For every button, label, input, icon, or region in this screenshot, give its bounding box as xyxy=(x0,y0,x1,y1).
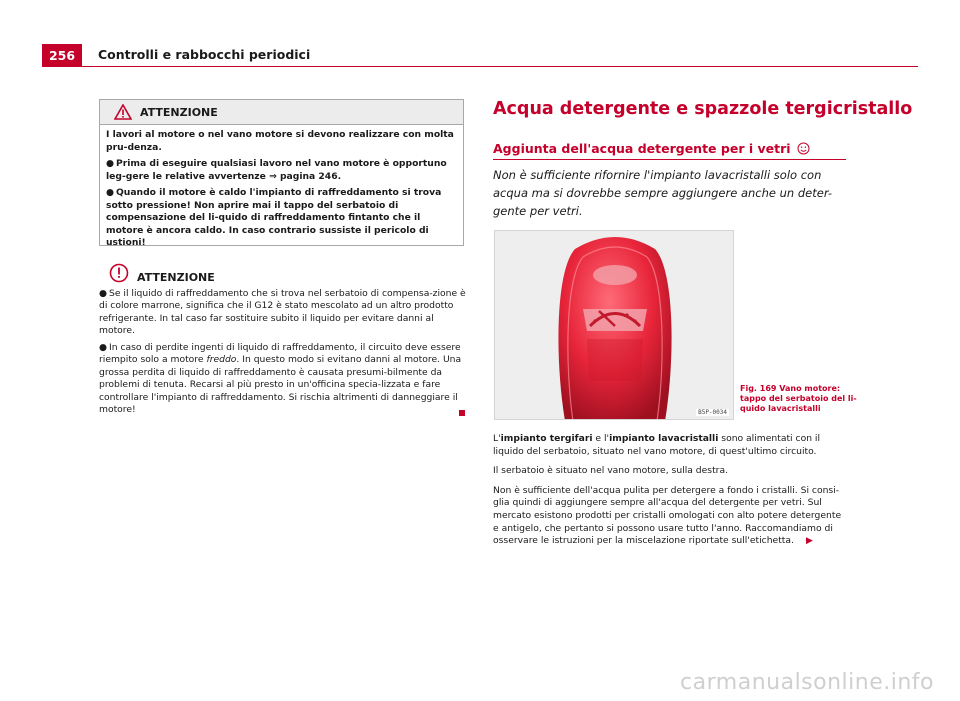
warning-item: ● Quando il motore è caldo l'impianto di raffreddamento si trova sotto pressione! Non aprire mai il tappo del serbatoio di compensazione del li-quido di raffreddamento fintanto che il motore è ancora caldo. In caso contrario sussiste il pericolo di ustioni! xyxy=(106,187,442,248)
warning-box xyxy=(99,99,464,246)
caution-header xyxy=(99,262,469,285)
caution-block xyxy=(99,262,469,421)
exclamation-circle-icon xyxy=(109,263,129,283)
section-end-mark xyxy=(459,410,465,416)
caution-item: ● In caso di perdite ingenti di liquido di raffreddamento, il circuito deve essere riempito solo a motore freddo. In questo modo si evitano danni al motore. Una grossa perdita di liquido di raffreddamento è causata presumi-bilmente da problemi di tenuta. Recarsi al più presto in un'officina specia-lizzata e fare controllare l'impianto di raffreddamento. Si rischia altrimenti di danneggiare il motore! xyxy=(99,342,469,417)
body-paragraph: Non è sufficiente dell'acqua pulita per detergere a fondo i cristalli. Si consi-glia quindi di aggiungere sempre all'acqua del detergente per vetri. Sul mercato esistono prodotti per cristalli omologati con alto potere detergente e antigelo, che pertanto si possono usare tutto l'anno. Raccomandiamo di osservare le istruzioni per la miscelazione riportate sull'etichetta. ▶ xyxy=(493,484,842,547)
figure-caption: Fig. 169 Vano motore: tappo del serbatoio del li-quido lavacristalli xyxy=(740,384,857,413)
header-rule xyxy=(42,66,918,67)
caution-item: ● Se il liquido di raffreddamento che si trova nel serbatoio di compensa-zione è di colore marrone, significa che il G12 è stato mescolato ad un altro prodotto refrigerante. In tal caso far sostituire subito il liquido per evitare danni al motore. xyxy=(99,287,466,336)
warning-body xyxy=(100,125,463,250)
warning-heading: ATTENZIONE xyxy=(140,105,218,119)
body-paragraph: Il serbatoio è situato nel vano motore, sulla destra. xyxy=(493,465,728,477)
body-paragraph: L'impianto tergifari e l'impianto lavacristalli sono alimentati con il liquido del serbatoio, situato nel vano motore, di quest'ultimo circuito. xyxy=(493,433,821,457)
warning-item: ● Prima di eseguire qualsiasi lavoro nel vano motore è opportuno leg-gere le relative avvertenze ⇒ pagina 246. xyxy=(106,158,447,182)
section-title: Acqua detergente e spazzole tergicristallo xyxy=(493,99,913,119)
section-intro: Non è sufficiente rifornire l'impianto lavacristalli solo con acqua ma si dovrebbe sempre aggiungere anche un deter-gente per vetri. xyxy=(493,168,833,218)
watermark: carmanualsonline.info xyxy=(680,670,934,695)
caution-heading: ATTENZIONE xyxy=(137,271,215,284)
body-text xyxy=(493,433,849,555)
warning-triangle-icon xyxy=(114,104,132,120)
warning-header xyxy=(100,100,463,125)
continue-arrow-icon: ▶ xyxy=(805,536,813,547)
warning-intro: I lavori al motore o nel vano motore si devono realizzare con molta pru-denza. xyxy=(106,129,454,153)
washer-cap-figure xyxy=(494,230,734,420)
washer-reservoir-cap-image xyxy=(495,231,734,420)
page-header-title: Controlli e rabbocchi periodici xyxy=(98,47,311,62)
intro-smiley-icon xyxy=(797,142,810,155)
page-number: 256 xyxy=(42,44,82,66)
figure-code: B5P-0034 xyxy=(698,409,727,416)
subsection-rule xyxy=(493,159,846,160)
subsection-title: Aggiunta dell'acqua detergente per i vetri xyxy=(493,141,810,156)
